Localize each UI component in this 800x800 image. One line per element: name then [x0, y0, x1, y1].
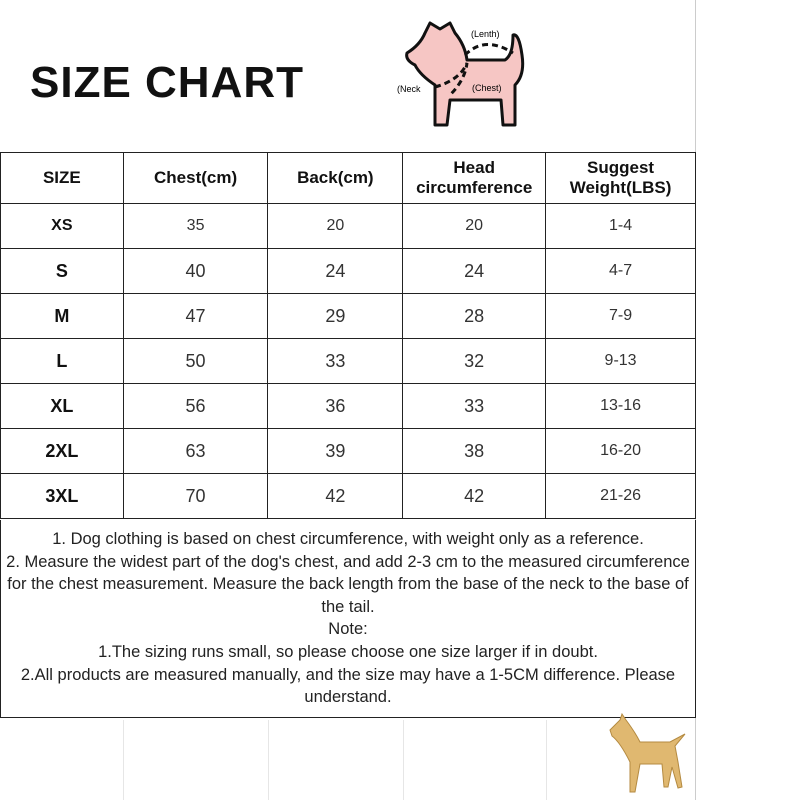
cell-chest: 70 — [123, 474, 268, 519]
cell-back: 33 — [268, 339, 403, 384]
dog-illustration — [600, 712, 695, 797]
cell-weight: 13-16 — [546, 384, 696, 429]
table-row — [1, 474, 696, 519]
cell-chest: 63 — [123, 429, 268, 474]
grid-line — [546, 720, 547, 800]
cell-back: 42 — [268, 474, 403, 519]
header-weight: Suggest Weight(LBS) — [546, 153, 696, 204]
cell-head: 24 — [403, 249, 546, 294]
note-4: 2.All products are measured manually, and the size may have a 1-5CM difference. Please understand. — [20, 665, 676, 707]
page-title: SIZE CHART — [30, 58, 304, 107]
grid-line — [123, 720, 124, 800]
cell-weight: 7-9 — [546, 294, 696, 339]
table-row — [1, 384, 696, 429]
header-row — [1, 153, 696, 204]
cell-chest: 56 — [123, 384, 268, 429]
grid-line — [403, 720, 404, 800]
cell-chest: 35 — [123, 204, 268, 249]
cell-weight: 21-26 — [546, 474, 696, 519]
cell-weight: 9-13 — [546, 339, 696, 384]
cell-back: 39 — [268, 429, 403, 474]
cell-back: 24 — [268, 249, 403, 294]
cell-size: S — [1, 249, 124, 294]
cell-head: 28 — [403, 294, 546, 339]
cell-size: 2XL — [1, 429, 124, 474]
cell-chest: 40 — [123, 249, 268, 294]
dog-measurement-diagram — [395, 15, 535, 135]
neck-label: (Neck — [397, 84, 421, 94]
cell-size: XS — [1, 204, 124, 249]
cell-weight: 4-7 — [546, 249, 696, 294]
table-row — [1, 339, 696, 384]
cell-head: 32 — [403, 339, 546, 384]
notes-box — [0, 520, 696, 718]
cell-back: 20 — [268, 204, 403, 249]
cell-chest: 50 — [123, 339, 268, 384]
header-back: Back(cm) — [268, 153, 403, 204]
header-head: Head circumference — [403, 153, 546, 204]
chest-label: (Chest) — [472, 83, 502, 93]
cell-head: 38 — [403, 429, 546, 474]
table-row — [1, 294, 696, 339]
length-label: (Lenth) — [471, 29, 500, 39]
cell-size: 3XL — [1, 474, 124, 519]
cell-back: 29 — [268, 294, 403, 339]
header-size: SIZE — [1, 153, 124, 204]
grid-line — [268, 720, 269, 800]
cell-size: L — [1, 339, 124, 384]
cell-head: 20 — [403, 204, 546, 249]
table-row — [1, 249, 696, 294]
cell-size: XL — [1, 384, 124, 429]
cell-weight: 16-20 — [546, 429, 696, 474]
cell-size: M — [1, 294, 124, 339]
table-row — [1, 204, 696, 249]
note-heading: Note: — [328, 620, 368, 639]
table-row — [1, 429, 696, 474]
note-2: 2. Measure the widest part of the dog's chest, and add 2-3 cm to the measured circumference for the chest measurement. Measure the back length from the base of the neck to the base of the tail. — [6, 552, 690, 616]
size-table — [0, 152, 696, 519]
cell-chest: 47 — [123, 294, 268, 339]
note-1: 1. Dog clothing is based on chest circumference, with weight only as a reference. — [52, 530, 644, 548]
cell-head: 42 — [403, 474, 546, 519]
cell-weight: 1-4 — [546, 204, 696, 249]
cell-head: 33 — [403, 384, 546, 429]
note-3: 1.The sizing runs small, so please choose one size larger if in doubt. — [98, 642, 598, 661]
header-chest: Chest(cm) — [123, 153, 268, 204]
cell-back: 36 — [268, 384, 403, 429]
